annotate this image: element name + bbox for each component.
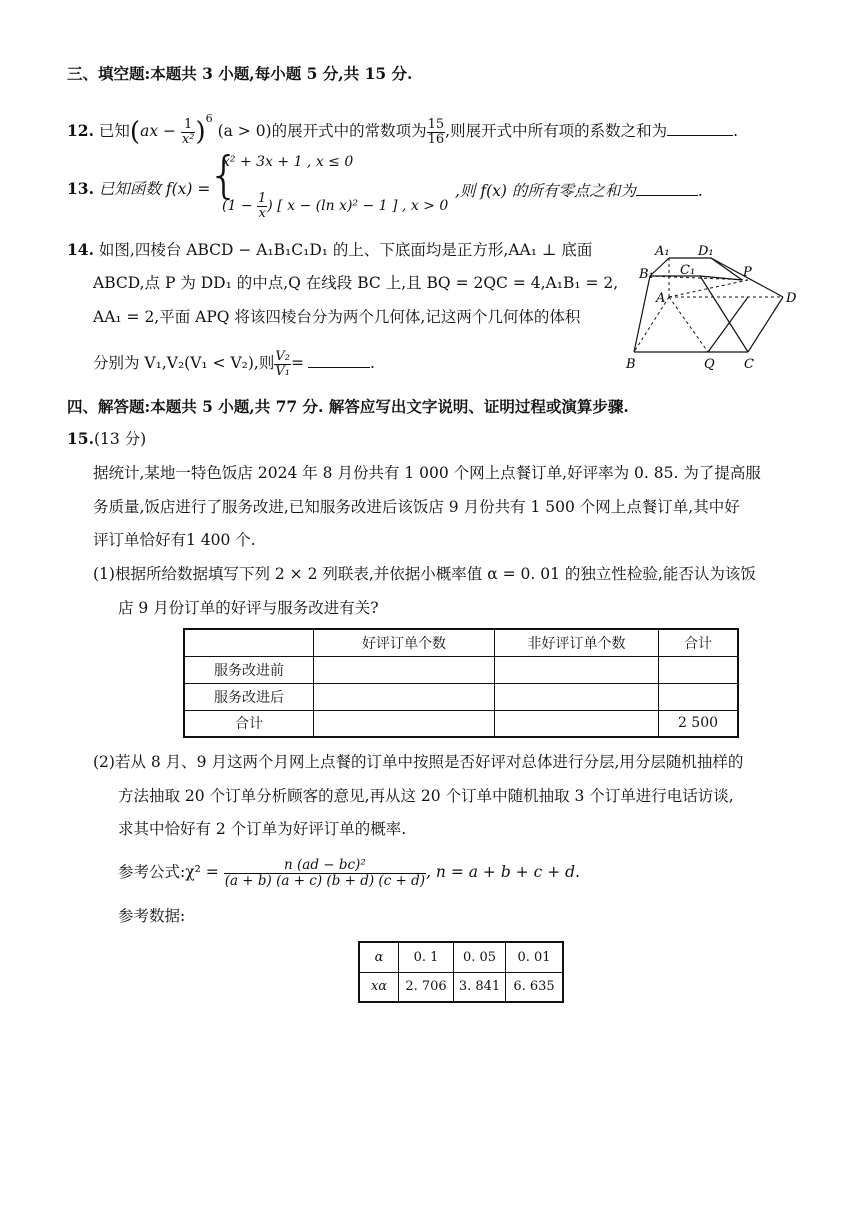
q13-case2-fraction: $\frac{1}{x}$ (258, 191, 267, 221)
table-cell: xα (359, 972, 399, 1002)
reference-data-label: 参考数据: (118, 907, 186, 925)
question-13-label (67, 181, 210, 198)
answer-blank-12[interactable] (667, 121, 733, 136)
table-row-label: 服务改进前 (184, 656, 314, 683)
label-B: B (626, 357, 636, 372)
formula-fraction: $\frac{\text{n (ad − bc)²}}{(a + b) (a + c) (b + d) (c + d)}$ (224, 857, 426, 889)
table-row (359, 942, 563, 972)
table-header-not-good: 非好评订单个数 (495, 629, 659, 656)
table-cell: 6. 635 (506, 972, 564, 1002)
answer-blank-14[interactable] (308, 353, 370, 368)
q15-part2-line-1: (2)若从 8 月、9 月这两个月网上点餐的订单中按照是否好评对总体进行分层,用分层随机抽样的 (93, 753, 744, 771)
q12-power: 6 (205, 112, 213, 125)
label-A: A (656, 291, 666, 306)
table-cell: 0. 1 (399, 942, 454, 972)
q12-expr: ax − (140, 122, 176, 140)
reference-data-table (358, 941, 564, 1003)
table-header-good: 好评订单个数 (314, 629, 495, 656)
q13-pre: 已知函数 f(x) = (98, 180, 211, 198)
q15-part1-line-1: (1)根据所给数据填写下列 2 × 2 列联表,并依据小概率值 α = 0. 01 的独立性检验,能否认为该饭 (93, 565, 756, 583)
table-row (184, 710, 738, 737)
q15-score: (13 分) (93, 430, 147, 448)
label-Q: Q (704, 357, 715, 372)
q14-line-2: ABCD,点 P 为 DD₁ 的中点,Q 在线段 BC 上,且 BQ = 2QC = 4,A₁B₁ = 2, (93, 274, 619, 292)
label-C: C (744, 357, 754, 372)
q15-part2-line-2: 方法抽取 20 个订单分析顾客的意见,再从这 20 个订单中随机抽取 3 个订单进行电话访谈, (118, 787, 734, 805)
label-D1: D₁ (698, 244, 714, 259)
table-cell: 2. 706 (399, 972, 454, 1002)
label-A1: A₁ (655, 244, 670, 259)
frustum-figure (622, 240, 812, 375)
question-number: 13. (67, 179, 94, 198)
label-B1: B₁ (639, 267, 654, 282)
q15-header (67, 431, 146, 448)
table-cell[interactable] (314, 656, 495, 683)
question-number: 12. (67, 121, 94, 140)
q12-post: ,则展开式中所有项的系数之和为 (445, 122, 668, 140)
table-row-label: 合计 (184, 710, 314, 737)
q13-case1: x² + 3x + 1 , x ≤ 0 (222, 154, 354, 170)
q12-cond: (a > 0)的展开式中的常数项为 (217, 122, 427, 140)
q15-para-line-2: 务质量,饭店进行了服务改进,已知服务改进后该饭店 9 月份共有 1 500 个网上点餐订单,其中好 (93, 498, 740, 516)
q12-const-fraction: $\frac{15}{16}$ (427, 116, 445, 147)
table-header-row (184, 629, 738, 656)
reference-formula (118, 854, 580, 890)
paren-right: ) (195, 117, 206, 147)
question-number: 14. (67, 240, 94, 259)
table-row-label: 服务改进后 (184, 683, 314, 710)
table-cell[interactable] (659, 683, 739, 710)
section-title-fill-in: 三、填空题:本题共 3 小题,每小题 5 分,共 15 分. (67, 64, 413, 83)
q12-pre: 已知 (98, 122, 130, 140)
table-cell[interactable] (495, 656, 659, 683)
formula-label: 参考公式:χ² = (118, 863, 219, 881)
label-D: D (786, 291, 797, 306)
table-cell: 0. 05 (454, 942, 506, 972)
question-number: 15. (67, 429, 94, 448)
section-title-solutions: 四、解答题:本题共 5 小题,共 77 分. 解答应写出文字说明、证明过程或演算步骤. (67, 397, 629, 416)
q15-para-line-3: 评订单恰好有1 400 个. (93, 531, 256, 549)
label-P: P (743, 265, 752, 280)
table-cell: α (359, 942, 399, 972)
answer-blank-13[interactable] (636, 181, 698, 196)
table-header-total: 合计 (659, 629, 739, 656)
q13-post-line (455, 181, 703, 200)
table-cell: 3. 841 (454, 972, 506, 1002)
q14-ratio-fraction: $\frac{\text{V₂}}{\text{V₁}}$ (275, 348, 290, 379)
table-cell: 0. 01 (506, 942, 564, 972)
label-C1: C₁ (680, 263, 696, 278)
q14-line-1: 14. 如图,四棱台 ABCD − A₁B₁C₁D₁ 的上、下底面均是正方形,AA₁ ⊥ 底面 (67, 240, 593, 259)
q12-fraction: $\frac{1}{\text{x²}}$ (181, 116, 195, 147)
table-row (184, 683, 738, 710)
table-cell[interactable] (659, 656, 739, 683)
q13-case2: (1 − $\frac{1}{x}$ ) [ x − (ln x)² − 1 ] , x > 0 (222, 191, 449, 221)
q15-part1-line-2: 店 9 月份订单的好评与服务改进有关? (118, 599, 379, 617)
q13-brace: { (208, 146, 240, 204)
table-cell[interactable] (314, 710, 495, 737)
table-cell[interactable] (314, 683, 495, 710)
q13-end: . (697, 182, 703, 200)
q14-line-3: AA₁ = 2,平面 APQ 将该四棱台分为两个几何体,记这两个几何体的体积 (93, 308, 581, 326)
table-cell[interactable] (495, 683, 659, 710)
q15-para-line-1: 据统计,某地一特色饭店 2024 年 8 月份共有 1 000 个网上点餐订单,好评率为 0. 85. 为了提高服 (93, 464, 761, 482)
q12-end: . (733, 122, 739, 140)
paren-left: ( (129, 117, 141, 147)
question-12 (67, 104, 738, 147)
table-cell-total: 2 500 (659, 710, 739, 737)
table-row (184, 656, 738, 683)
formula-post: , n = a + b + c + d. (426, 863, 580, 881)
table-row (359, 972, 563, 1002)
q13-post: ,则 f(x) 的所有零点之和为 (455, 182, 636, 200)
contingency-table (183, 628, 739, 738)
table-cell[interactable] (495, 710, 659, 737)
table-cell (184, 629, 314, 656)
q14-line-4: 分别为 V₁,V₂(V₁ < V₂),则 $\frac{\text{V₂}}{\text{V₁}}$ = . (93, 348, 375, 379)
q15-part2-line-3: 求其中恰好有 2 个订单为好评订单的概率. (118, 820, 407, 838)
